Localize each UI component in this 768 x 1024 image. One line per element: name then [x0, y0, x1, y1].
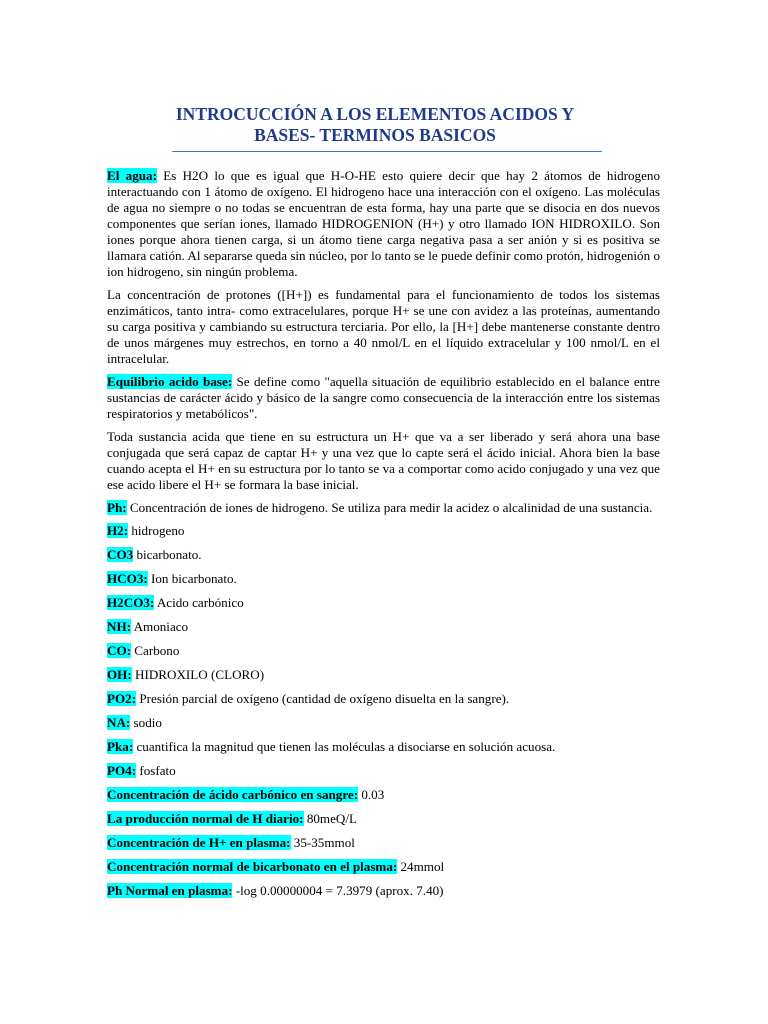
- definition-item: [107, 739, 660, 755]
- paragraph-protones: [107, 287, 660, 367]
- highlighted-term: HCO3:: [107, 571, 148, 586]
- highlighted-term: Concentración de H+ en plasma:: [107, 835, 291, 850]
- title-line-2: BASES- TERMINOS BASICOS: [254, 125, 496, 145]
- definition-item: [107, 763, 660, 779]
- highlighted-term: NA:: [107, 715, 131, 730]
- paragraph-text: Se define como "aquella situación de equilibrio establecido en el balance entre sustancias de carácter ácido y básico de la sangre como consecuencia de la interacción entre los sistemas respiratorios y metabólicos".: [107, 374, 660, 421]
- highlighted-term: CO:: [107, 643, 132, 658]
- highlighted-term: El agua:: [107, 168, 157, 183]
- definition-item: [107, 787, 660, 803]
- definition-item: [107, 715, 660, 731]
- definition-text: fosfato: [136, 763, 176, 778]
- highlighted-term: Ph Normal en plasma:: [107, 883, 233, 898]
- highlighted-term: Concentración de ácido carbónico en sangre:: [107, 787, 359, 802]
- definition-item: [107, 835, 660, 851]
- definition-item: [107, 691, 660, 707]
- definition-text: 24mmol: [397, 859, 445, 874]
- highlighted-term: La producción normal de H diario:: [107, 811, 304, 826]
- definition-text: hidrogeno: [128, 523, 185, 538]
- highlighted-term: H2:: [107, 523, 129, 538]
- definition-item: [107, 859, 660, 875]
- highlighted-term: CO3: [107, 547, 134, 562]
- document-body: [107, 168, 660, 907]
- definition-item: [107, 571, 660, 587]
- highlighted-term: Ph:: [107, 500, 127, 515]
- definition-item: [107, 643, 660, 659]
- title-line-1: INTROCUCCIÓN A LOS ELEMENTOS ACIDOS Y: [175, 104, 575, 124]
- paragraph-text: La concentración de protones ([H+]) es fundamental para el funcionamiento de todos los sistemas enzimáticos, tanto intra- como extracelulares, porque H+ se une con avidez a las proteínas, aumentando su carga positiva y cambiando su estructura terciaria. Por ello, la [H+] debe mantenerse constante dentro de unos márgenes muy estrechos, en torno a 40 nmol/L en el líquido extracelular y 100 nmol/L en el intracelular.: [107, 287, 660, 366]
- highlighted-term: Pka:: [107, 739, 134, 754]
- definition-item: [107, 667, 660, 683]
- paragraph-text: Toda sustancia acida que tiene en su estructura un H+ que va a ser liberado y será ahora una base conjugada que será capaz de captar H+ y una vez que lo capte será el ácido inicial. Ahora bien la base cuando acepta el H+ en su estructura por lo tanto se va a comportar como acido conjugado y una vez que ese acido libere el H+ se formara la base inicial.: [107, 429, 660, 492]
- definition-text: HIDROXILO (CLORO): [131, 667, 265, 682]
- highlighted-term: PO4:: [107, 763, 137, 778]
- highlighted-term: NH:: [107, 619, 132, 634]
- definition-text: 0.03: [358, 787, 385, 802]
- definition-text: cuantifica la magnitud que tienen las moléculas a disociarse en solución acuosa.: [133, 739, 556, 754]
- definition-text: Ion bicarbonato.: [147, 571, 237, 586]
- highlighted-term: Equilibrio acido base:: [107, 374, 233, 389]
- definition-item: [107, 523, 660, 539]
- highlighted-term: Concentración normal de bicarbonato en el plasma:: [107, 859, 398, 874]
- definition-text: -log 0.00000004 = 7.3979 (aprox. 7.40): [232, 883, 444, 898]
- highlighted-term: OH:: [107, 667, 132, 682]
- highlighted-term: H2CO3:: [107, 595, 155, 610]
- definition-text: bicarbonato.: [133, 547, 202, 562]
- definition-text: sodio: [130, 715, 162, 730]
- paragraph-ph: [107, 500, 660, 516]
- paragraph-text: Concentración de iones de hidrogeno. Se utiliza para medir la acidez o alcalinidad de una sustancia.: [126, 500, 653, 515]
- definition-item: [107, 595, 660, 611]
- definition-item: [107, 547, 660, 563]
- paragraph-equilibrio: [107, 374, 660, 422]
- paragraph-sustancia-acida: [107, 429, 660, 493]
- definition-text: Acido carbónico: [154, 595, 244, 610]
- definition-item: [107, 811, 660, 827]
- paragraph-text: Es H2O lo que es igual que H-O-HE esto quiere decir que hay 2 átomos de hidrogeno interactuando con 1 átomo de oxígeno. El hidrogeno hace una interacción con el oxígeno. Las moléculas de agua no siempre o no todas se encuentran de esta forma, hay una parte que se disocia en dos nuevos componentes que serían iones, llamado HIDROGENION (H+) y otro llamado ION HIDROXILO. Son iones porque ahora tienen carga, si un átomo tiene carga negativa pasa a ser anión y si es positiva se llamara catión. Al separarse queda sin núcleo, por lo tanto se le puede definir como protón, hidrogenión o ion hidrogeno, sin ningún problema.: [107, 168, 660, 279]
- definition-item: [107, 619, 660, 635]
- title-underline: [172, 151, 602, 152]
- definition-text: 35-35mmol: [290, 835, 355, 850]
- definition-text: Amoniaco: [131, 619, 189, 634]
- document-title: [150, 104, 600, 146]
- definition-text: Carbono: [131, 643, 180, 658]
- paragraph-agua: [107, 168, 660, 280]
- highlighted-term: PO2:: [107, 691, 137, 706]
- definition-item: [107, 883, 660, 899]
- definition-text: Presión parcial de oxígeno (cantidad de oxígeno disuelta en la sangre).: [136, 691, 510, 706]
- definition-text: 80meQ/L: [303, 811, 358, 826]
